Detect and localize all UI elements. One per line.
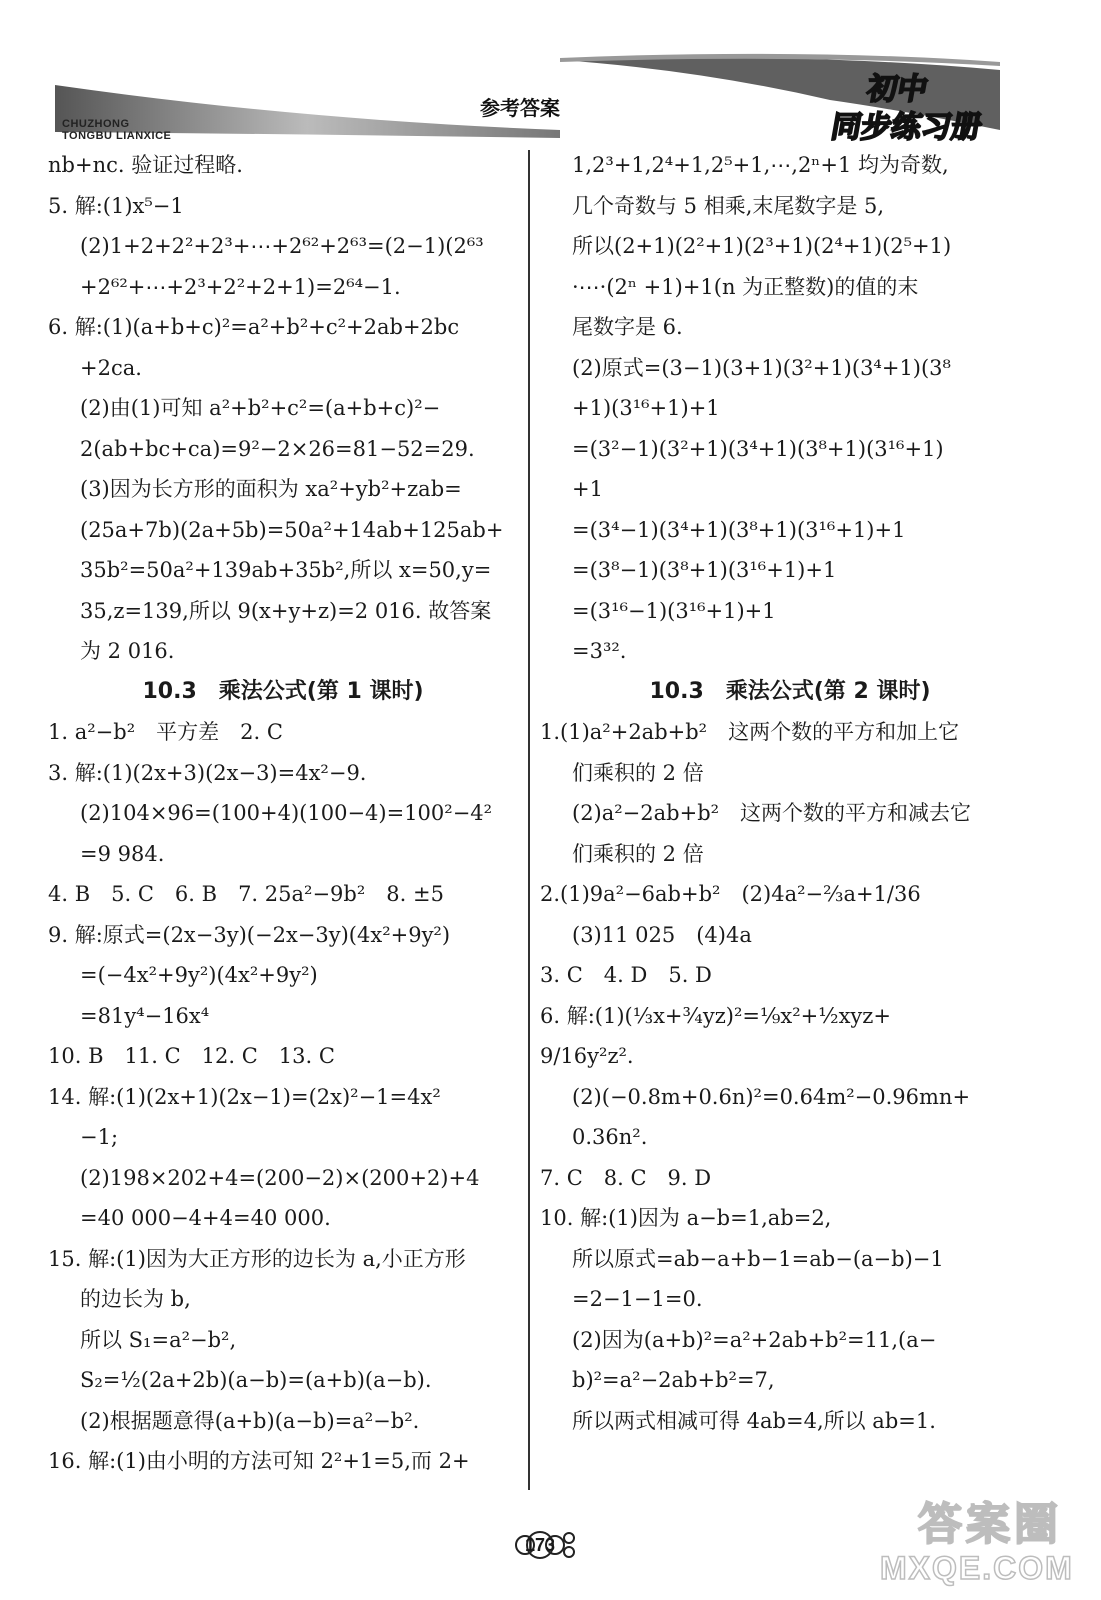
answer-line: −1;: [80, 1125, 119, 1149]
page-number: [515, 1525, 577, 1565]
page-title: 参考答案: [480, 96, 560, 120]
header-en-line1: CHUZHONG: [62, 118, 130, 130]
answer-line: 16. 解:(1)由小明的方法可知 2²+1=5,而 2+: [48, 1449, 470, 1473]
answer-line: 的边长为 b,: [80, 1287, 191, 1311]
left-column: [48, 145, 518, 1482]
answer-line: 35b²=50a²+139ab+35b²,所以 x=50,y=: [80, 558, 492, 582]
answer-line: 10. B 11. C 12. C 13. C: [48, 1044, 335, 1068]
answer-line: +1: [572, 477, 603, 501]
answer-line: 10. 解:(1)因为 a−b=1,ab=2,: [540, 1206, 832, 1230]
answer-line: (3)因为长方形的面积为 xa²+yb²+zab=: [80, 477, 462, 501]
answer-line: +1)(3¹⁶+1)+1: [572, 396, 720, 420]
answer-line: (25a+7b)(2a+5b)=50a²+14ab+125ab+: [80, 517, 504, 542]
answer-line: 1.(1)a²+2ab+b² 这两个数的平方和加上它: [540, 720, 960, 744]
answer-line: 5. 解:(1)x⁵−1: [48, 193, 184, 218]
answer-line: (2)a²−2ab+b² 这两个数的平方和减去它: [572, 801, 972, 825]
answer-line: 3. 解:(1)(2x+3)(2x−3)=4x²−9.: [48, 760, 367, 785]
right-column: [540, 145, 1040, 1441]
header-english-label: [62, 118, 171, 142]
answer-line: 所以原式=ab−a+b−1=ab−(a−b)−1: [572, 1246, 944, 1271]
answer-line: 15. 解:(1)因为大正方形的边长为 a,小正方形: [48, 1246, 466, 1271]
answer-line: 为 2 016.: [80, 639, 175, 663]
answer-line: (2)1+2+2²+2³+⋯+2⁶²+2⁶³=(2−1)(2⁶³: [80, 234, 484, 258]
answer-line: 2.(1)9a²−6ab+b² (2)4a²−⅔a+1/36: [540, 882, 921, 906]
answer-line: 6. 解:(1)(⅓x+¾yz)²=⅑x²+½xyz+: [540, 1003, 891, 1028]
answer-line: 9. 解:原式=(2x−3y)(−2x−3y)(4x²+9y²): [48, 922, 451, 947]
answer-line: 1,2³+1,2⁴+1,2⁵+1,⋯,2ⁿ+1 均为奇数,: [572, 153, 949, 177]
answer-line: (2)198×202+4=(200−2)×(200+2)+4: [80, 1165, 480, 1190]
answer-line: =9 984.: [80, 841, 165, 866]
answer-line: 6. 解:(1)(a+b+c)²=a²+b²+c²+2ab+2bc: [48, 315, 460, 339]
answer-line: +2⁶²+⋯+2³+2²+2+1)=2⁶⁴−1.: [80, 274, 401, 299]
answer-line: ·⋯·(2ⁿ +1)+1(n 为正整数)的值的末: [572, 274, 919, 299]
header-en-line2: TONGBU LIANXICE: [62, 130, 172, 142]
answer-line: =81y⁴−16x⁴: [80, 1003, 210, 1028]
site-watermark: [880, 1488, 1090, 1593]
page-header: [0, 0, 1101, 145]
answer-line: b)²=a²−2ab+b²=7,: [572, 1368, 775, 1392]
answer-line: 2(ab+bc+ca)=9²−2×26=81−52=29.: [80, 436, 475, 461]
answer-line: 4. B 5. C 6. B 7. 25a²−9b² 8. ±5: [48, 882, 444, 906]
answer-line: (2)(−0.8m+0.6n)²=0.64m²−0.96mn+: [572, 1084, 971, 1109]
answer-line: nb+nc. 验证过程略.: [48, 153, 243, 177]
answer-line: (2)原式=(3−1)(3+1)(3²+1)(3⁴+1)(3⁸: [572, 355, 951, 380]
answer-line: 们乘积的 2 倍: [572, 841, 704, 866]
answer-line: =(3⁸−1)(3⁸+1)(3¹⁶+1)+1: [572, 558, 837, 582]
page-number-text: 173: [524, 1535, 556, 1555]
answer-line: =(3²−1)(3²+1)(3⁴+1)(3⁸+1)(3¹⁶+1): [572, 436, 944, 461]
answer-line: (2)因为(a+b)²=a²+2ab+b²=11,(a−: [572, 1327, 937, 1352]
answer-line: S₂=½(2a+2b)(a−b)=(a+b)(a−b).: [80, 1368, 432, 1392]
column-divider: [528, 150, 530, 1490]
answer-line: 35,z=139,所以 9(x+y+z)=2 016. 故答案: [80, 598, 492, 623]
answer-line: (2)根据题意得(a+b)(a−b)=a²−b².: [80, 1408, 420, 1433]
answer-line: 14. 解:(1)(2x+1)(2x−1)=(2x)²−1=4x²: [48, 1084, 441, 1109]
watermark-line1: 答案圈: [918, 1499, 1062, 1550]
answer-line: =3³².: [572, 639, 627, 663]
brand-line1: 初中: [864, 72, 931, 107]
answer-line: (2)104×96=(100+4)(100−4)=100²−4²: [80, 801, 493, 825]
answer-line: 0.36n².: [572, 1125, 648, 1149]
answer-line: +2ca.: [80, 355, 142, 380]
answer-line: 3. C 4. D 5. D: [540, 963, 712, 987]
answer-line: 尾数字是 6.: [572, 315, 683, 339]
answer-line: (2)由(1)可知 a²+b²+c²=(a+b+c)²−: [80, 396, 441, 420]
brand-logo: [828, 64, 1012, 145]
answer-line: (3)11 025 (4)4a: [572, 922, 752, 947]
answer-line: 们乘积的 2 倍: [572, 760, 704, 785]
watermark-line2: MXQE.COM: [880, 1550, 1074, 1586]
answer-line: =40 000−4+4=40 000.: [80, 1206, 331, 1230]
answer-line: 所以 S₁=a²−b²,: [80, 1327, 237, 1352]
section-heading: 10.3 乘法公式(第 1 课时): [142, 678, 424, 704]
answer-line: 几个奇数与 5 相乘,末尾数字是 5,: [572, 193, 885, 218]
answer-line: 9/16y²z².: [540, 1044, 634, 1068]
answer-line: 所以两式相减可得 4ab=4,所以 ab=1.: [572, 1408, 936, 1433]
answer-line: 7. C 8. C 9. D: [540, 1165, 712, 1190]
answer-line: =(3¹⁶−1)(3¹⁶+1)+1: [572, 598, 776, 623]
answer-line: 1. a²−b² 平方差 2. C: [48, 720, 283, 744]
answer-line: =(−4x²+9y²)(4x²+9y²): [80, 963, 318, 987]
section-heading: 10.3 乘法公式(第 2 课时): [649, 678, 931, 704]
answer-line: =2−1−1=0.: [572, 1287, 703, 1311]
answer-line: 所以(2+1)(2²+1)(2³+1)(2⁴+1)(2⁵+1): [572, 234, 952, 258]
answer-line: =(3⁴−1)(3⁴+1)(3⁸+1)(3¹⁶+1)+1: [572, 517, 906, 542]
brand-line2: 同步练习册: [828, 110, 985, 145]
